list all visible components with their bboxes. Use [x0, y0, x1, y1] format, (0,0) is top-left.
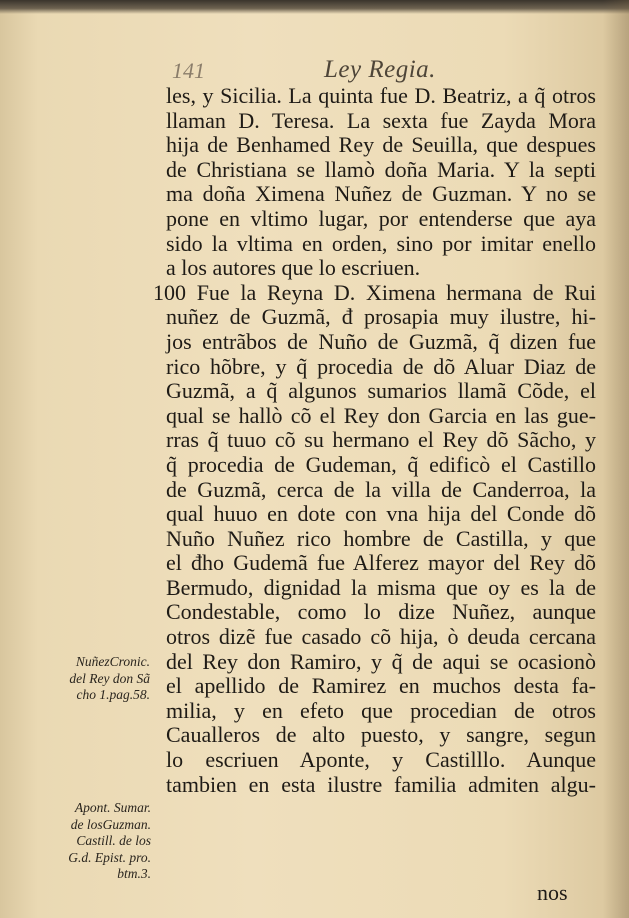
text-line: llaman D. Teresa. La sexta fue Zayda Mora — [166, 107, 596, 133]
running-head: Ley Regia. — [324, 56, 436, 83]
text-line: Caualleros de alto puesto, y sangre, segun — [166, 722, 596, 748]
text-line: otros dizẽ fue casado cõ hija, ò deuda cercana — [166, 624, 596, 650]
text-line: de Christiana se llamò doña Maria. Y la septi — [166, 156, 596, 182]
text-line: el apellido de Ramirez en muchos desta fa- — [166, 673, 596, 699]
text-line: Nuño Nuñez rico hombre de Castilla, y que — [166, 525, 596, 551]
marginal-line: del Rey don Sã — [69, 670, 150, 686]
marginal-line: Apont. Sumar. — [74, 800, 151, 815]
text-line: qual huuo en dote con vna hija del Conde dõ — [166, 501, 596, 527]
marginal-line: cho 1.pag.58. — [76, 687, 150, 702]
page-number: 141 — [172, 58, 205, 83]
marginal-line: G.d. Epist. pro. — [68, 849, 151, 865]
text-line: ma doña Ximena Nuñez de Guzman. Y no se — [166, 181, 596, 207]
marginal-line: NuñezCronic. — [75, 654, 150, 669]
text-line: nuñez de Guzmã, đ prosapia muy ilustre, hi- — [166, 304, 596, 330]
text-line: de Guzmã, cerca de la villa de Canderroa, la — [166, 476, 596, 502]
text-line: Bermudo, dignidad la misma que oy es la de — [166, 574, 596, 600]
text-line: a los autores que lo escriuen. — [166, 255, 421, 281]
text-line: Guzmã, a q̃ algunos sumarios llamã Cõde, el — [166, 378, 596, 404]
text-line: qual se hallò cõ el Rey don Garcia en las gue- — [166, 402, 596, 428]
marginal-line: de losGuzman. — [70, 816, 151, 832]
paragraph-100-start: 100 Fue la Reyna D. Ximena hermana de Rui — [153, 279, 596, 305]
text-line: sido la vltima en orden, sino por imitar enello — [166, 230, 596, 256]
text-line: hija de Benhamed Rey de Seuilla, que despues — [166, 132, 596, 158]
text-line: Condestable, como lo dize Nuñez, aunque — [166, 599, 596, 625]
marginal-line: btm.3. — [117, 866, 151, 881]
text-line: el đho Gudemã fue Alferez mayor del Rey dõ — [166, 550, 596, 576]
marginal-note-nunez — [30, 654, 150, 704]
text-line: lo escriuen Aponte, y Castilllo. Aunque — [166, 747, 596, 773]
text-line: rico hõbre, y q̃ procedia de dõ Aluar Diaz de — [166, 353, 596, 379]
marginal-line: Castill. de los — [76, 833, 151, 848]
text-line: tambien en esta ilustre familia admiten algu- — [166, 771, 596, 797]
text-line: pone en vltimo lugar, por entenderse que aya — [166, 205, 596, 231]
text-line: jos entrãbos de Nuño de Guzmã, q̃ dizen fue — [166, 328, 596, 354]
page-header — [0, 54, 629, 86]
main-text-block — [153, 83, 596, 797]
text-line: milia, y en efeto que procedian de otros — [166, 697, 596, 723]
marginal-note-aponte — [20, 800, 151, 883]
text-line: q̃ procedia de Gudeman, q̃ edificò el Castillo — [166, 451, 596, 477]
catchword: nos — [537, 880, 568, 905]
text-line: del Rey don Ramiro, y q̃ de aqui se ocasionò — [166, 648, 596, 674]
text-line: les, y Sicilia. La quinta fue D. Beatriz, a q̃ otros — [166, 83, 596, 108]
text-line: rras q̃ tuuo cõ su hermano el Rey dõ Sãcho, y — [166, 427, 596, 453]
